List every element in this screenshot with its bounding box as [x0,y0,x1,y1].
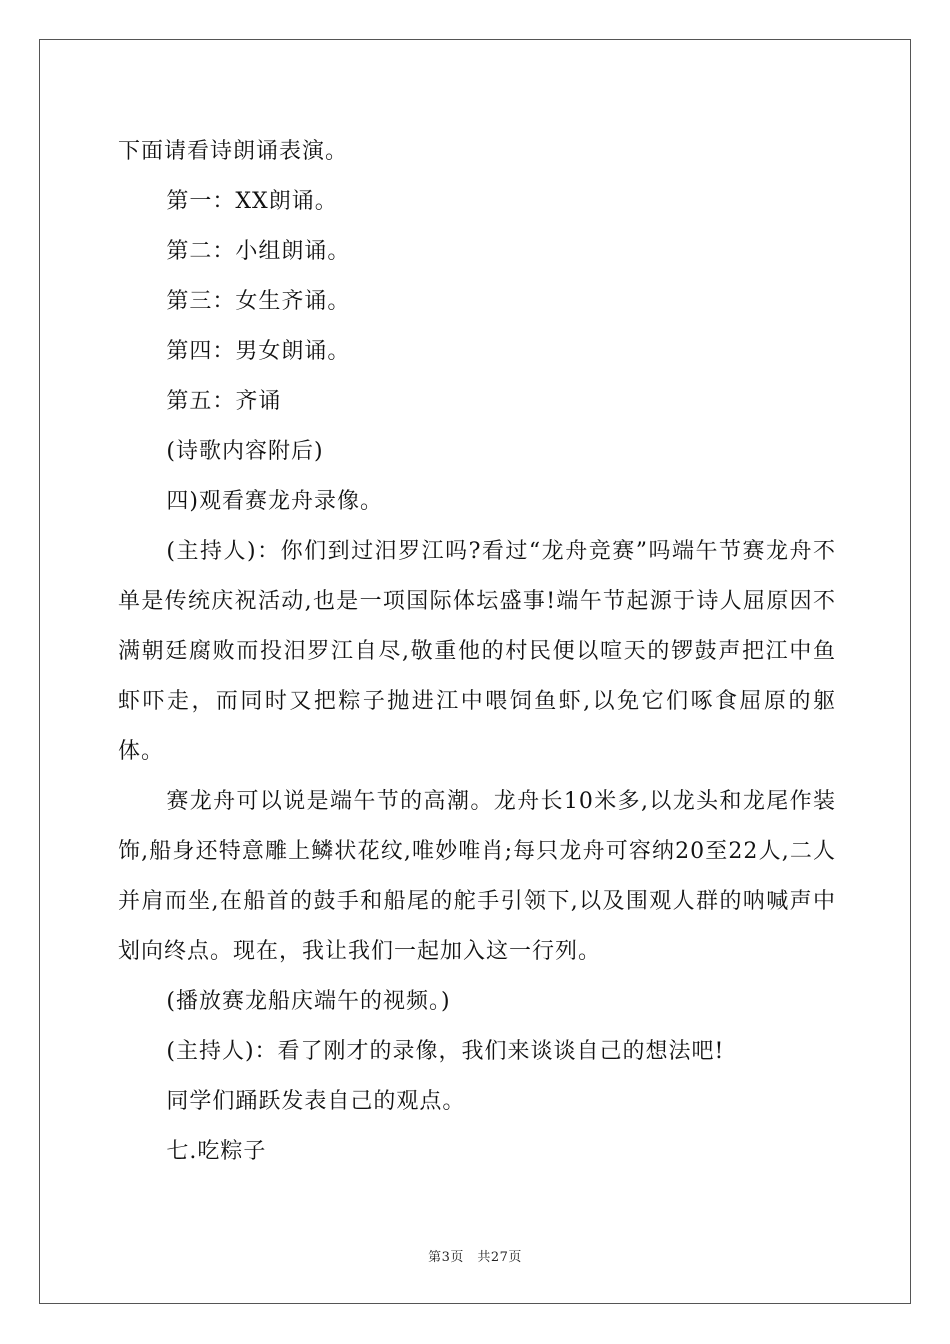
paragraph: (诗歌内容附后) [166,439,324,464]
paragraph: 第二：小组朗诵。 [166,239,351,264]
paragraph: 赛龙舟可以说是端午节的高潮。龙舟长10米多,以龙头和龙尾作装饰,船身还特意雕上鳞状花纹,唯妙唯肖;每只龙舟可容纳20至22人,二人并肩而坐,在船首的鼓手和船尾的舵手引领下,以及围观人群的呐喊声中划向终点。现在，我让我们一起加入这一行列。 [118,789,836,964]
paragraph: 第五：齐诵 [166,389,282,414]
paragraph: (主持人)：你们到过汨罗江吗?看过“龙舟竞赛”吗端午节赛龙舟不单是传统庆祝活动,也是一项国际体坛盛事!端午节起源于诗人屈原因不满朝廷腐败而投汨罗江自尽,敬重他的村民便以喧天的锣鼓声把江中鱼虾吓走，而同时又把粽子抛进江中喂饲鱼虾,以免它们啄食屈原的躯体。 [118,539,836,764]
paragraph: (主持人)：看了刚才的录像，我们来谈谈自己的想法吧! [166,1039,725,1064]
paragraph: 七.吃粽子 [166,1139,267,1164]
paragraph: 四)观看赛龙舟录像。 [166,489,383,514]
paragraph: 同学们踊跃发表自己的观点。 [166,1089,466,1114]
page-number-footer: 第3页 共27页 [428,1250,522,1265]
document-body [118,127,836,1177]
paragraph: 第一：XX朗诵。 [166,189,338,214]
paragraph: 下面请看诗朗诵表演。 [118,139,349,164]
paragraph: 第三：女生齐诵。 [166,289,351,314]
paragraph: (播放赛龙船庆端午的视频。) [166,989,451,1014]
paragraph: 第四：男女朗诵。 [166,339,351,364]
